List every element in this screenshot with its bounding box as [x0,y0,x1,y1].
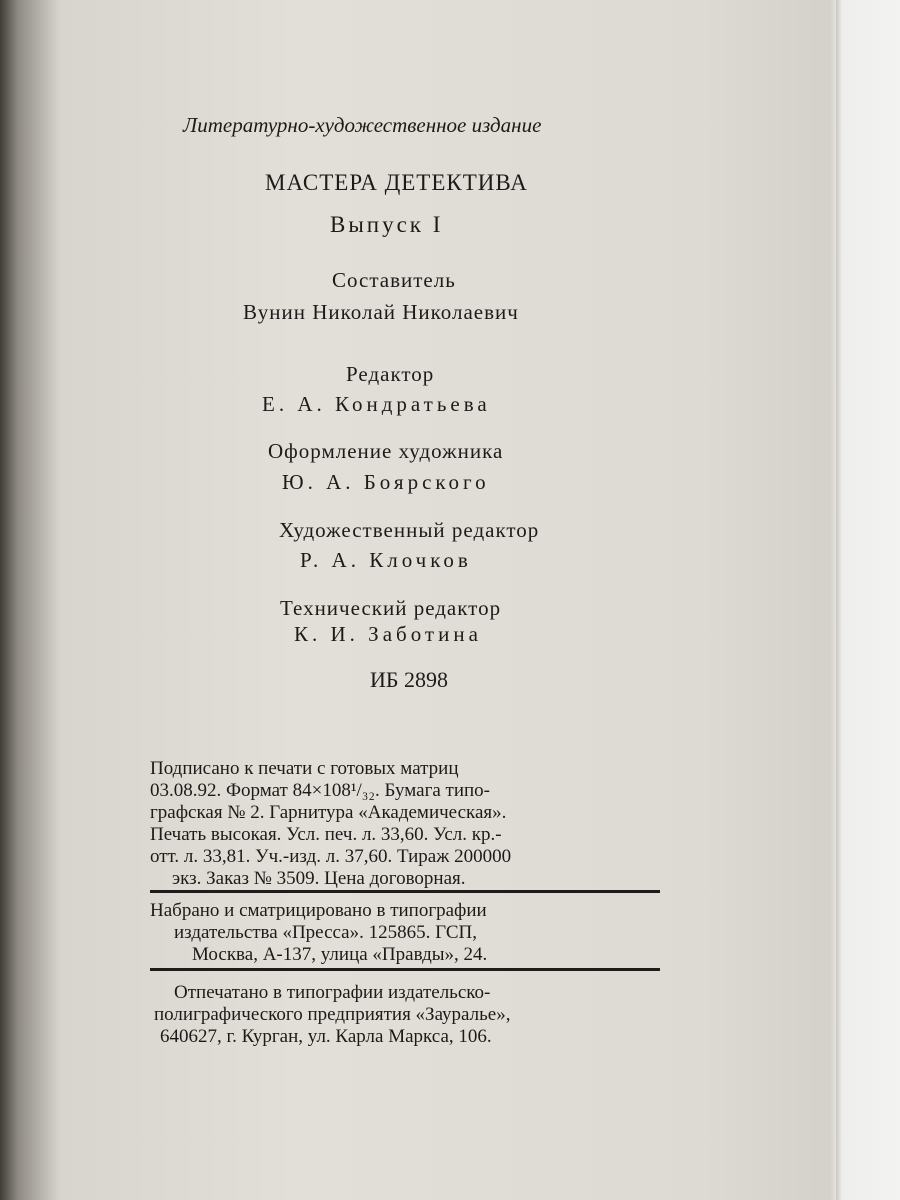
print-details-line: графская № 2. Гарнитура «Академическая». [150,802,507,823]
credit-name-artist: Ю. А. Боярского [282,470,490,494]
credit-name-editor: Е. А. Кондратьева [262,392,491,416]
credit-name-art-editor: Р. А. Клочков [300,548,472,572]
issue-number: Выпуск I [330,212,444,237]
ib-number: ИБ 2898 [370,667,449,692]
print-details [150,758,662,890]
credit-name-compiler: Вунин Николай Николаевич [243,300,519,324]
printing-line: 640627, г. Курган, ул. Карла Маркса, 106. [160,1026,492,1047]
printing-line: Отпечатано в типографии издательско- [174,982,491,1003]
credit-role-tech-editor: Технический редактор [280,596,502,620]
typesetting-info [150,900,662,966]
print-details-line: Печать высокая. Усл. печ. л. 33,60. Усл. кр.- [150,824,502,845]
credit-role-compiler: Составитель [332,268,456,292]
print-details-line: Подписано к печати с готовых матриц [150,758,459,779]
typesetting-line: Москва, А-137, улица «Правды», 24. [192,944,488,965]
printing-info [150,982,662,1048]
print-details-line: 03.08.92. Формат 84×108¹/₃₂. Бумага типо- [150,780,491,801]
credit-role-editor: Редактор [346,362,435,386]
printing-line: полиграфического предприятия «Зауралье», [154,1004,511,1025]
typesetting-line: издательства «Пресса». 125865. ГСП, [174,922,477,943]
series-title: МАСТЕРА ДЕТЕКТИВА [265,170,528,195]
imprint-type: Литературно-художественное издание [183,113,542,137]
print-details-line: экз. Заказ № 3509. Цена договорная. [172,868,466,889]
divider-rule [150,968,660,971]
print-details-line: отт. л. 33,81. Уч.-изд. л. 37,60. Тираж 200000 [150,846,512,867]
credit-role-artist: Оформление художника [268,439,504,463]
credit-role-art-editor: Художественный редактор [279,518,540,542]
divider-rule [150,890,660,893]
credit-name-tech-editor: К. И. Заботина [294,622,482,646]
typesetting-line: Набрано и сматрицировано в типографии [150,900,487,921]
